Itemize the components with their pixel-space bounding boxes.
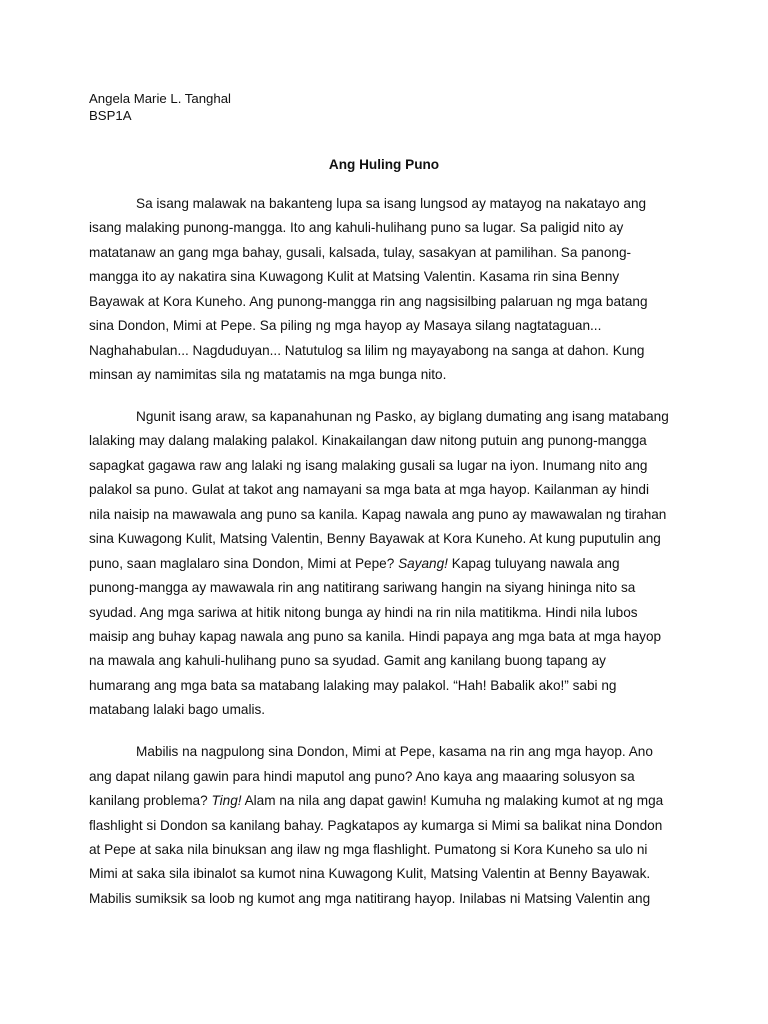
- emphasis-text: Sayang!: [398, 555, 448, 571]
- text-line: sapagkat gagawa raw ang lalaki ng isang malaking gusali sa lugar na iyon. Inumang nito ang: [89, 457, 648, 473]
- author-section: BSP1A: [89, 107, 132, 123]
- text-line: Sa isang malawak na bakanteng lupa sa isang lungsod ay matayog na nakatayo ang: [136, 196, 647, 211]
- text-line: humarang ang mga bata sa matabang lalaking may palakol. “Hah! Babalik ako!” sabi ng: [89, 677, 617, 693]
- document-body: [89, 192, 689, 929]
- text-line: sina Kuwagong Kulit, Matsing Valentin, Benny Bayawak at Kora Kuneho. At kung puputulin ang: [89, 531, 661, 547]
- text-line: Naghahabulan... Nagduduyan... Natutulog sa lilim ng mayayabong na sanga at dahon. Kung: [89, 342, 645, 358]
- text-line: syudad. Ang mga sariwa at hitik nitong bunga ay hindi na rin nila matitikma. Hindi nila lubos: [89, 604, 638, 620]
- text-line: isang malaking punong-mangga. Ito ang kahuli-hulihang puno sa lugar. Sa paligid nito ay: [89, 220, 624, 236]
- author-block: [89, 91, 231, 124]
- text-line: matabang lalaki bago umalis.: [89, 702, 266, 718]
- text-line: [89, 552, 689, 576]
- text-line: maisip ang buhay kapag nawala ang puno sa kanila. Hindi papaya ang mga bata at mga hayop: [89, 628, 662, 644]
- text-line: at Pepe at saka nila binuksan ang ilaw ng mga flashlight. Pumatong si Kora Kuneho sa ulo ni: [89, 841, 648, 857]
- paragraph-1: [89, 192, 689, 388]
- text-line: Ngunit isang araw, sa kapanahunan ng Pasko, ay biglang dumating ang isang matabang: [136, 409, 669, 424]
- author-name: Angela Marie L. Tanghal: [89, 91, 231, 106]
- text-line: Mabilis sumiksik sa loob ng kumot ang mga natitirang hayop. Inilabas ni Matsing Valentin ang: [89, 890, 651, 906]
- text-segment: Kapag tuluyang nawala ang: [451, 555, 620, 571]
- text-line: flashlight si Dondon sa kanilang bahay. Pagkatapos ay kumarga si Mimi sa balikat nina Dondon: [89, 817, 663, 833]
- text-line: Mabilis na nagpulong sina Dondon, Mimi at Pepe, kasama na rin ang mga hayop. Ano: [136, 744, 653, 760]
- text-segment: kanilang problema?: [89, 793, 208, 809]
- text-line: matatanaw an gang mga bahay, gusali, kalsada, tulay, sasakyan at pamilihan. Sa panong-: [89, 244, 632, 260]
- text-line: Mimi at saka sila ibinalot sa kumot nina Kuwagong Kulit, Matsing Valentin at Benny Bayawak.: [89, 866, 651, 882]
- text-line: ang dapat nilang gawin para hindi maputol ang puno? Ano kaya ang maaaring solusyon sa: [89, 768, 635, 784]
- text-line: punong-mangga ay mawawala rin ang natitirang sariwang hangin na siyang hininga nito sa: [89, 580, 636, 596]
- text-line: palakol sa puno. Gulat at takot ang namayani sa mga bata at mga hayop. Kailanman ay hindi: [89, 482, 649, 498]
- text-segment: Alam na nila ang dapat gawin! Kumuha ng malaking kumot at ng mga: [244, 793, 664, 809]
- paragraph-2: [89, 405, 689, 723]
- text-line: [89, 789, 689, 813]
- emphasis-text: Ting!: [211, 793, 242, 809]
- text-line: lalaking may dalang malaking palakol. Kinakailangan daw nitong putuin ang punong-mangga: [89, 433, 647, 449]
- paragraph-3: [89, 740, 689, 911]
- text-line: mangga ito ay nakatira sina Kuwagong Kulit at Matsing Valentin. Kasama rin sina Benny: [89, 269, 620, 285]
- text-segment: puno, saan maglalaro sina Dondon, Mimi at Pepe?: [89, 555, 395, 571]
- text-line: nila naisip na mawawala ang puno sa kanila. Kapag nawala ang puno ay mawawalan ng tirahan: [89, 506, 667, 522]
- document-title: Ang Huling Puno: [328, 157, 440, 172]
- text-line: minsan ay namimitas sila ng matatamis na mga bunga nito.: [89, 367, 447, 383]
- text-line: na mawala ang kahuli-hulihang puno sa syudad. Gamit ang kanilang buong tapang ay: [89, 653, 606, 669]
- text-line: Bayawak at Kora Kuneho. Ang punong-mangga rin ang nagsisilbing palaruan ng mga batang: [89, 293, 648, 309]
- text-line: sina Dondon, Mimi at Pepe. Sa piling ng mga hayop ay Masaya silang nagtataguan...: [89, 318, 602, 334]
